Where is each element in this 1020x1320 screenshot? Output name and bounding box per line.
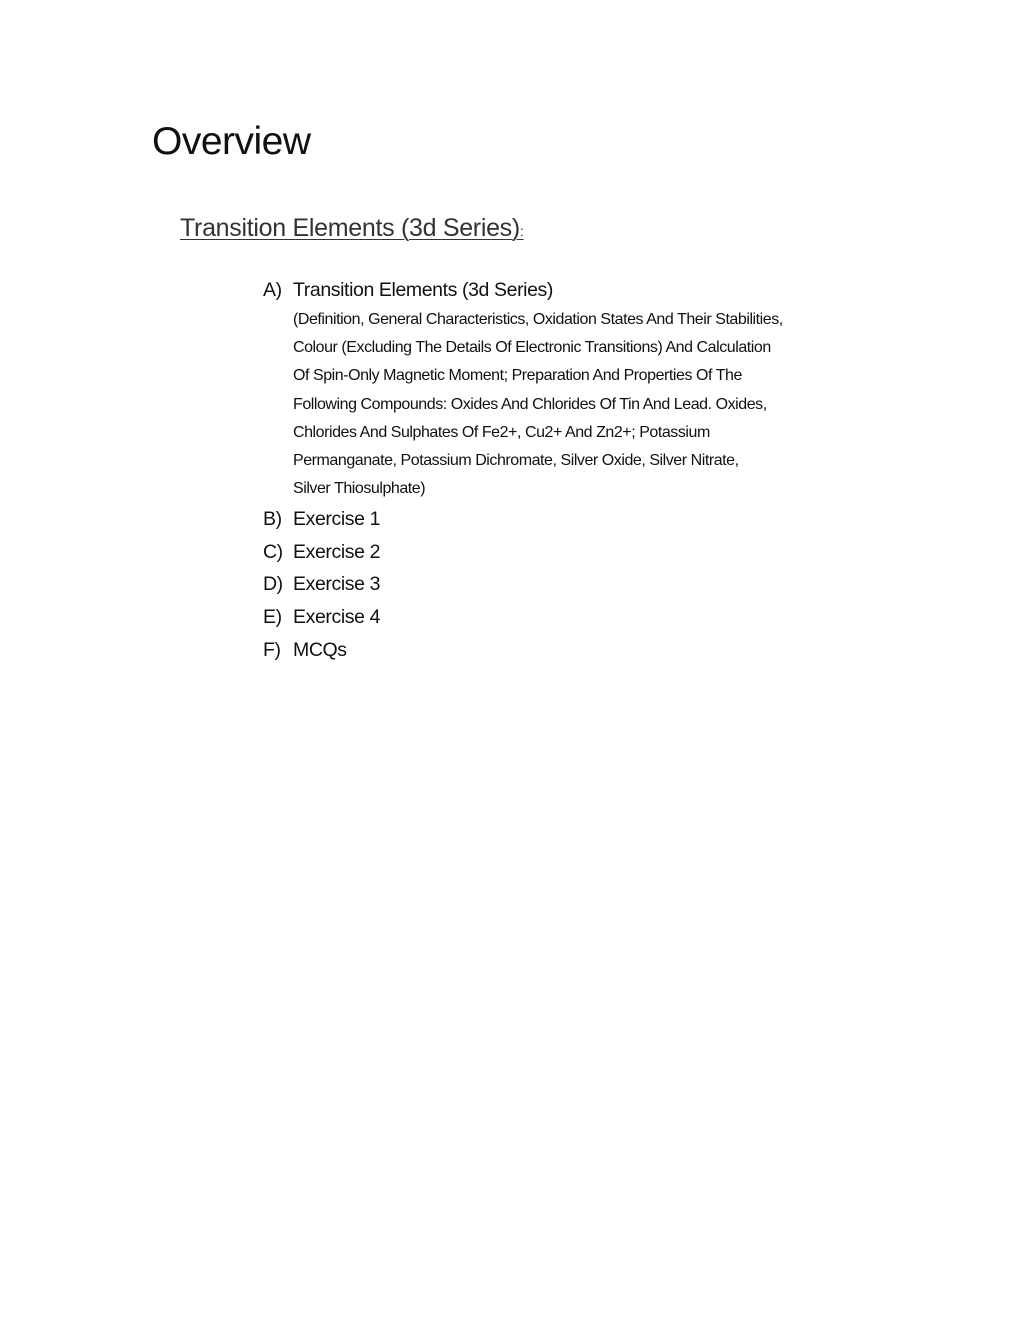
description-line: Following Compounds: Oxides And Chlorides Of Tin And Lead. Oxides, — [293, 395, 767, 413]
list-item-a — [263, 281, 553, 301]
item-a-description — [293, 310, 783, 507]
list-text: Exercise 3 — [293, 573, 381, 595]
list-text: Exercise 2 — [293, 541, 381, 563]
list-label: D) — [263, 573, 283, 595]
list-item-b — [263, 510, 380, 530]
description-line: (Definition, General Characteristics, Oxidation States And Their Stabilities, — [293, 311, 783, 328]
list-label: C) — [263, 541, 283, 563]
section-heading — [180, 216, 524, 241]
description-line: Chlorides And Sulphates Of Fe2+, Cu2+ And Zn2+; Potassium — [293, 423, 710, 441]
list-text: MCQs — [293, 639, 347, 661]
section-heading-text: Transition Elements (3d Series) — [180, 214, 520, 242]
list-label: F) — [263, 639, 281, 661]
list-item-f — [263, 641, 347, 661]
page-title: Overview — [152, 120, 311, 163]
list-label: E) — [263, 606, 282, 628]
list-text: Exercise 1 — [293, 508, 381, 530]
list-item-d — [263, 575, 380, 595]
description-line: Of Spin-Only Magnetic Moment; Preparation And Properties Of The — [293, 367, 742, 385]
section-heading-colon: : — [519, 223, 524, 239]
description-line: Silver Thiosulphate) — [293, 480, 426, 498]
list-item-e — [263, 608, 380, 628]
list-label: A) — [263, 279, 282, 301]
list-text: Transition Elements (3d Series) — [293, 279, 553, 301]
list-text: Exercise 4 — [293, 606, 381, 628]
description-line: Colour (Excluding The Details Of Electronic Transitions) And Calculation — [293, 339, 771, 357]
list-label: B) — [263, 508, 282, 530]
list-item-c — [263, 543, 380, 563]
description-line: Permanganate, Potassium Dichromate, Silver Oxide, Silver Nitrate, — [293, 451, 739, 469]
